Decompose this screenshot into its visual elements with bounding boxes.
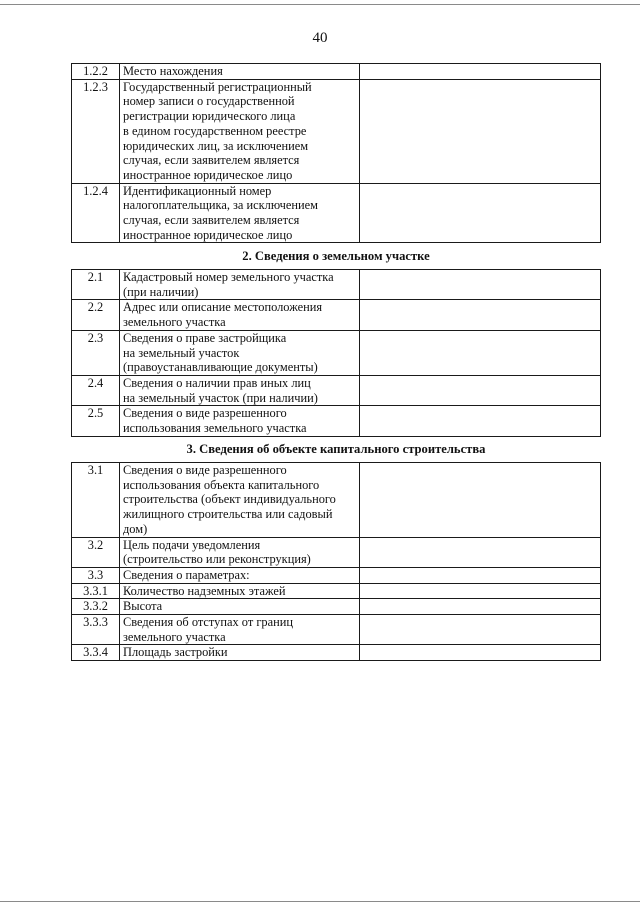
row-label-line: случая, если заявителем является [123, 153, 300, 168]
row-label-line: Сведения о наличии прав иных лиц [123, 375, 311, 390]
table-row [72, 599, 601, 615]
value-field[interactable] [360, 183, 601, 243]
land-plot-table [71, 269, 601, 437]
row-number: 1.2.3 [72, 79, 120, 183]
row-label-line: Сведения об отступах от границ [123, 615, 294, 630]
row-label-line: юридических лиц, за исключением [123, 138, 309, 153]
value-field[interactable] [360, 270, 601, 300]
row-label [120, 583, 360, 599]
value-field[interactable] [360, 300, 601, 330]
row-label-line: использования объекта капитального [123, 477, 320, 492]
row-label-line: налогоплательщика, за исключением [123, 198, 318, 213]
row-number: 1.2.2 [72, 64, 120, 80]
row-label-line: (при наличии) [123, 284, 199, 299]
row-label-line: Место нахождения [123, 64, 223, 78]
row-label-line: Количество надземных этажей [123, 583, 286, 598]
table-row [72, 645, 601, 661]
row-label-line: Идентификационный номер [123, 183, 272, 198]
row-label-line: земельного участка [123, 315, 226, 330]
row-label-line: Адрес или описание местоположения [123, 300, 323, 315]
table-row [72, 270, 601, 300]
table-row [72, 537, 601, 567]
value-field[interactable] [360, 64, 601, 80]
value-field[interactable] [360, 79, 601, 183]
row-label-line: случая, если заявителем является [123, 213, 300, 228]
value-field[interactable] [360, 567, 601, 583]
table-row [72, 615, 601, 645]
row-label-line: Сведения о параметрах: [123, 567, 250, 582]
table-row [72, 406, 601, 436]
row-label [120, 615, 360, 645]
table-row [72, 583, 601, 599]
value-field[interactable] [360, 537, 601, 567]
table-row [72, 79, 601, 183]
row-number: 2.5 [72, 406, 120, 436]
table-row [72, 64, 601, 80]
row-label [120, 183, 360, 243]
row-number: 3.3.3 [72, 615, 120, 645]
legal-entity-table [71, 63, 601, 243]
row-number: 3.3.2 [72, 599, 120, 615]
section-heading-capital-construction: 3. Сведения об объекте капитального строительства [186, 442, 486, 456]
page-number: 40 [312, 30, 328, 46]
section-heading-land-plot: 2. Сведения о земельном участке [242, 249, 430, 263]
row-label [120, 375, 360, 405]
value-field[interactable] [360, 463, 601, 538]
table-row [72, 375, 601, 405]
row-label [120, 645, 360, 661]
value-field[interactable] [360, 599, 601, 615]
row-number: 2.4 [72, 375, 120, 405]
row-label-line: регистрации юридического лица [123, 109, 296, 124]
table-row [72, 567, 601, 583]
row-label [120, 79, 360, 183]
value-field[interactable] [360, 375, 601, 405]
row-label-line: Сведения о виде разрешенного [123, 463, 287, 477]
row-number: 3.1 [72, 463, 120, 538]
row-label-line: Площадь застройки [123, 645, 228, 660]
row-label [120, 270, 360, 300]
row-label-line: Цель подачи уведомления [123, 537, 261, 552]
row-label-line: Кадастровый номер земельного участка [123, 270, 334, 284]
row-label-line: (строительство или реконструкция) [123, 552, 311, 567]
row-label [120, 300, 360, 330]
row-label-line: в едином государственном реестре [123, 123, 307, 138]
row-label-line: на земельный участок (при наличии) [123, 390, 318, 405]
scan-edge-bottom [0, 901, 640, 902]
row-label-line: иностранное юридическое лицо [123, 167, 293, 182]
row-label-line: иностранное юридическое лицо [123, 227, 293, 242]
row-label [120, 463, 360, 538]
row-number: 1.2.4 [72, 183, 120, 243]
value-field[interactable] [360, 583, 601, 599]
row-label-line: использования земельного участка [123, 421, 307, 436]
row-number: 3.3.4 [72, 645, 120, 661]
value-field[interactable] [360, 615, 601, 645]
row-label-line: жилищного строительства или садовый [123, 507, 333, 522]
row-number: 3.3.1 [72, 583, 120, 599]
row-label [120, 537, 360, 567]
row-number: 3.2 [72, 537, 120, 567]
row-label-line: Высота [123, 599, 163, 614]
value-field[interactable] [360, 406, 601, 436]
table-row [72, 300, 601, 330]
table-row [72, 330, 601, 375]
capital-construction-table [71, 462, 601, 661]
row-label [120, 567, 360, 583]
row-label-line: строительства (объект индивидуального [123, 492, 336, 507]
value-field[interactable] [360, 645, 601, 661]
row-label-line: номер записи о государственной [123, 94, 295, 109]
row-label-line: Сведения о виде разрешенного [123, 406, 287, 421]
row-label [120, 64, 360, 80]
row-label-line: Сведения о праве застройщика [123, 330, 287, 345]
scan-edge-top [0, 4, 640, 5]
table-row [72, 183, 601, 243]
row-label [120, 406, 360, 436]
row-number: 3.3 [72, 567, 120, 583]
row-label-line: Государственный регистрационный [123, 79, 312, 94]
row-label-line: (правоустанавливающие документы) [123, 360, 318, 375]
row-label-line: земельного участка [123, 629, 226, 644]
row-number: 2.2 [72, 300, 120, 330]
row-label-line: на земельный участок [123, 345, 240, 360]
table-row [72, 463, 601, 538]
row-label-line: дом) [123, 521, 148, 536]
row-number: 2.3 [72, 330, 120, 375]
row-number: 2.1 [72, 270, 120, 300]
row-label [120, 330, 360, 375]
value-field[interactable] [360, 330, 601, 375]
row-label [120, 599, 360, 615]
